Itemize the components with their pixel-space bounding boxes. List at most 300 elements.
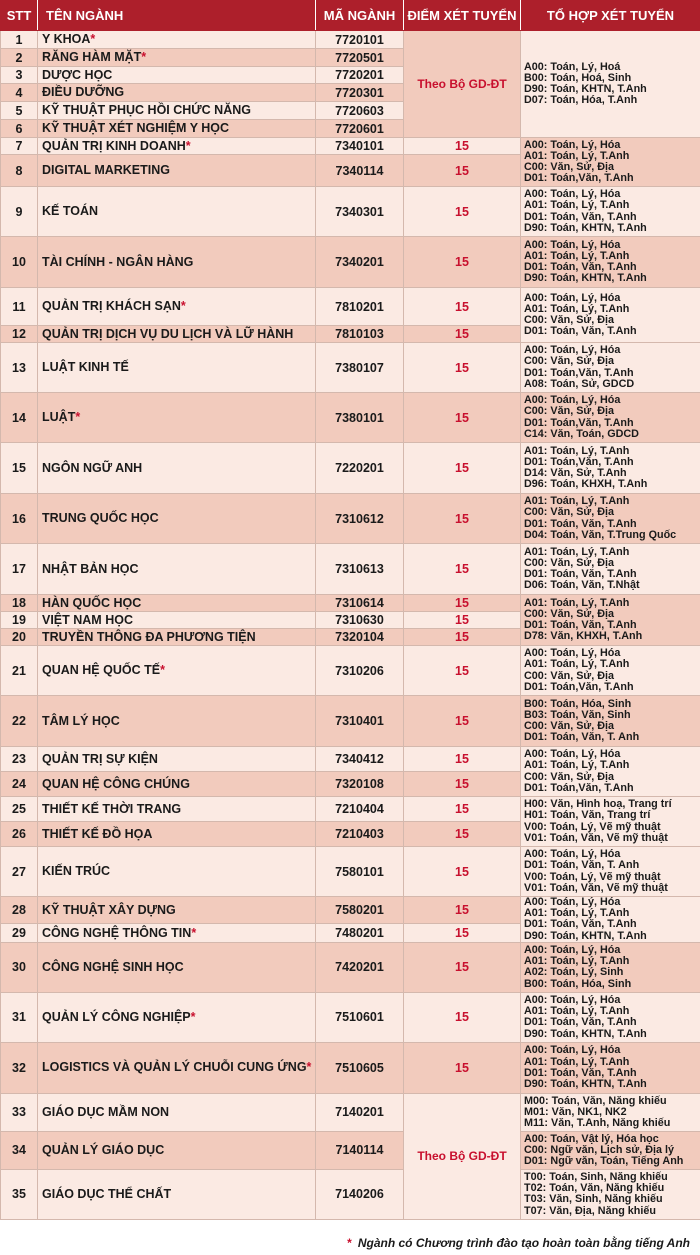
admission-score: 15 — [404, 822, 521, 847]
subject-combinations — [521, 1042, 700, 1093]
major-name-text: NHẬT BẢN HỌC — [42, 561, 139, 576]
admission-score: 15 — [404, 797, 521, 822]
combo-line: A01: Toán, Lý, T.Anh — [524, 495, 630, 508]
combo-line: C00: Văn, Sử, Địa — [524, 506, 615, 519]
major-name — [38, 84, 316, 102]
row-stt: 12 — [1, 326, 38, 343]
major-name-text: KỸ THUẬT PHỤC HỒI CHỨC NĂNG — [42, 103, 251, 117]
subject-combinations — [521, 237, 700, 288]
major-code: 7210403 — [316, 822, 404, 847]
combo-line: B00: Toán, Hoá, Sinh — [524, 71, 632, 84]
combo-line: D01: Toán, Văn, T.Anh — [524, 1066, 637, 1079]
combo-line: C00: Văn, Sử, Địa — [524, 770, 615, 783]
admission-score: 15 — [404, 747, 521, 772]
major-name-text: DƯỢC HỌC — [42, 67, 113, 82]
row-stt: 1 — [1, 31, 38, 49]
row-stt: 35 — [1, 1169, 38, 1219]
row-stt: 34 — [1, 1131, 38, 1169]
row-stt: 14 — [1, 393, 38, 443]
combo-line: D01: Toán, Văn, T.Anh — [524, 210, 637, 223]
row-stt: 13 — [1, 343, 38, 393]
major-name — [38, 772, 316, 797]
row-stt: 18 — [1, 595, 38, 612]
english-program-star: * — [160, 663, 165, 677]
row-stt: 10 — [1, 237, 38, 288]
subject-combinations — [521, 544, 700, 595]
combo-line: C00: Văn, Sử, Địa — [524, 355, 615, 368]
major-code: 7720501 — [316, 49, 404, 67]
major-name-text: QUAN HỆ CÔNG CHÚNG — [42, 776, 190, 791]
major-code: 7720601 — [316, 120, 404, 138]
row-stt: 8 — [1, 155, 38, 187]
combo-line: A00: Toán, Lý, Hóa — [524, 344, 621, 357]
subject-combinations — [521, 393, 700, 443]
major-code: 7310206 — [316, 646, 404, 696]
combo-line: C14: Văn, Toán, GDCD — [524, 427, 639, 440]
admission-score: 15 — [404, 897, 521, 924]
major-name — [38, 822, 316, 847]
admission-score: 15 — [404, 992, 521, 1042]
major-name — [38, 393, 316, 443]
english-program-star: * — [306, 1060, 312, 1075]
combo-line: H01: Toán, Văn, Trang trí — [524, 809, 651, 822]
major-code: 7340301 — [316, 187, 404, 237]
combo-line: A01: Toán, Lý, T.Anh — [524, 907, 630, 920]
admission-score: 15 — [404, 924, 521, 943]
header-combo: TỔ HỢP XÉT TUYỂN — [521, 1, 700, 31]
combo-line: D01: Toán, Văn, T.Anh — [524, 619, 637, 631]
major-code: 7210404 — [316, 797, 404, 822]
combo-line: A00: Toán, Lý, Hóa — [524, 748, 621, 761]
major-name-text: QUẢN LÝ GIÁO DỤC — [42, 1142, 165, 1157]
major-name-text: GIÁO DỤC THỂ CHẤT — [42, 1186, 172, 1201]
table-row — [1, 797, 700, 822]
combo-line: M00: Toán, Văn, Năng khiếu — [524, 1094, 667, 1107]
major-code: 7140201 — [316, 1093, 404, 1131]
combo-line: A01: Toán, Lý, T.Anh — [524, 759, 630, 772]
row-stt: 30 — [1, 942, 38, 992]
major-name — [38, 49, 316, 67]
major-name — [38, 897, 316, 924]
row-stt: 32 — [1, 1042, 38, 1093]
major-code: 7720201 — [316, 67, 404, 84]
major-code: 7420201 — [316, 942, 404, 992]
subject-combinations — [521, 443, 700, 494]
major-name — [38, 326, 316, 343]
major-name — [38, 343, 316, 393]
subject-combinations — [521, 1093, 700, 1131]
major-name — [38, 494, 316, 544]
major-code: 7510601 — [316, 992, 404, 1042]
combo-line: D01: Toán, Văn, T.Anh — [524, 918, 637, 931]
combo-line: V01: Toán, Văn, Vẽ mỹ thuật — [524, 831, 668, 844]
combo-line: A01: Toán, Lý, T.Anh — [524, 149, 630, 162]
combo-line: D01: Toán, Văn, T.Anh — [524, 517, 637, 530]
major-code: 7220201 — [316, 443, 404, 494]
subject-combinations — [521, 847, 700, 897]
table-row — [1, 443, 700, 494]
subject-combinations — [521, 747, 700, 797]
combo-line: D90: Toán, KHTN, T.Anh — [524, 1078, 647, 1091]
major-code: 7580101 — [316, 847, 404, 897]
combo-line: A01: Toán, Lý, T.Anh — [524, 545, 630, 558]
row-stt: 2 — [1, 49, 38, 67]
major-name — [38, 696, 316, 747]
combo-line: D04: Toán, Văn, T.Trung Quốc — [524, 528, 677, 541]
major-name — [38, 1169, 316, 1219]
major-code: 7310614 — [316, 595, 404, 612]
table-row — [1, 288, 700, 326]
row-stt: 3 — [1, 67, 38, 84]
combo-line: A00: Toán, Lý, Hóa — [524, 1044, 621, 1057]
major-name-text: QUAN HỆ QUỐC TẾ — [42, 663, 161, 677]
major-code: 7140114 — [316, 1131, 404, 1169]
major-code: 7510605 — [316, 1042, 404, 1093]
admission-score: 15 — [404, 187, 521, 237]
row-stt: 7 — [1, 138, 38, 155]
subject-combinations — [521, 494, 700, 544]
combo-line: D90: Toán, KHTN, T.Anh — [524, 83, 647, 95]
major-name-text: QUẢN LÝ CÔNG NGHIỆP — [42, 1009, 191, 1024]
table-row — [1, 237, 700, 288]
row-stt: 21 — [1, 646, 38, 696]
admission-score: 15 — [404, 138, 521, 155]
major-code: 7320108 — [316, 772, 404, 797]
subject-combinations — [521, 992, 700, 1042]
table-header-row — [1, 1, 700, 31]
major-name — [38, 595, 316, 612]
row-stt: 9 — [1, 187, 38, 237]
major-code: 7810103 — [316, 326, 404, 343]
combo-line: A00: Toán, Lý, Hóa — [524, 993, 621, 1006]
combo-line: A00: Toán, Lý, Hóa — [524, 188, 621, 201]
header-name: TÊN NGÀNH — [38, 1, 316, 31]
major-name-text: KIẾN TRÚC — [42, 864, 111, 878]
combo-line: T03: Văn, Sinh, Năng khiếu — [524, 1193, 663, 1206]
combo-line: A01: Toán, Lý, T.Anh — [524, 596, 630, 609]
combo-line: D01: Toán, Văn, T.Anh — [524, 1016, 637, 1029]
combo-line: D01: Toán, Văn, T.Anh — [524, 261, 637, 273]
combo-line: A01: Toán, Lý, T.Anh — [524, 955, 630, 968]
row-stt: 27 — [1, 847, 38, 897]
combo-line: A01: Toán, Lý, T.Anh — [524, 302, 630, 315]
combo-line: A00: Toán, Lý, Hóa — [524, 291, 621, 304]
major-name-text: LUẬT — [42, 410, 76, 424]
combo-line: D90: Toán, KHTN, T.Anh — [524, 272, 647, 285]
combo-line: B00: Toán, Hóa, Sinh — [524, 697, 632, 710]
row-stt: 28 — [1, 897, 38, 924]
major-code: 7340201 — [316, 237, 404, 288]
english-program-star: * — [141, 50, 147, 64]
combo-line: A00: Toán, Lý, Hóa — [524, 238, 621, 251]
subject-combinations — [521, 31, 700, 138]
major-name-text: GIÁO DỤC MẦM NON — [42, 1104, 170, 1119]
combo-line: V00: Toán, Lý, Vẽ mỹ thuật — [524, 820, 661, 833]
admission-score: 15 — [404, 343, 521, 393]
combo-line: D06: Toán, Văn, T.Nhật — [524, 579, 640, 592]
row-stt: 6 — [1, 120, 38, 138]
english-program-star: * — [190, 1009, 196, 1024]
admission-score: 15 — [404, 646, 521, 696]
major-name — [38, 1093, 316, 1131]
table-row — [1, 646, 700, 696]
admission-score: 15 — [404, 942, 521, 992]
major-name-text: LUẬT KINH TẾ — [42, 360, 129, 374]
header-score: ĐIỂM XÉT TUYỂN — [404, 1, 521, 31]
major-code: 7720101 — [316, 31, 404, 49]
table-row — [1, 1093, 700, 1131]
major-code: 7340412 — [316, 747, 404, 772]
admission-score: 15 — [404, 443, 521, 494]
combo-line: C00: Văn, Sử, Địa — [524, 669, 615, 682]
major-name-text: QUẢN TRỊ DỊCH VỤ DU LỊCH VÀ LỮ HÀNH — [42, 326, 294, 341]
row-stt: 26 — [1, 822, 38, 847]
major-name — [38, 847, 316, 897]
subject-combinations — [521, 1131, 700, 1169]
row-stt: 17 — [1, 544, 38, 595]
major-name-text: CÔNG NGHỆ THÔNG TIN — [42, 925, 192, 940]
major-name-text: ĐIỀU DƯỠNG — [42, 85, 125, 99]
major-name — [38, 612, 316, 629]
combo-line: D01: Toán,Văn, T.Anh — [524, 366, 634, 379]
combo-line: M01: Văn, NK1, NK2 — [524, 1105, 627, 1118]
major-name — [38, 924, 316, 943]
row-stt: 29 — [1, 924, 38, 943]
combo-line: D78: Văn, KHXH, T.Anh — [524, 630, 643, 643]
footnote-text: Ngành có Chương trình đào tạo hoàn toàn bằng tiếng Anh — [357, 1236, 690, 1250]
admission-score: 15 — [404, 155, 521, 187]
major-name-text: QUẢN TRỊ KINH DOANH — [42, 138, 186, 153]
major-name-text: THIẾT KẾ THỜI TRANG — [42, 801, 182, 816]
major-name — [38, 237, 316, 288]
english-program-star: * — [75, 410, 81, 424]
combo-line: D01: Toán, Văn, T. Anh — [524, 859, 640, 872]
major-name — [38, 67, 316, 84]
english-program-star: * — [90, 32, 96, 46]
major-name-text: VIỆT NAM HỌC — [42, 612, 133, 627]
combo-line: D01: Toán, Văn, T.Anh — [524, 325, 637, 338]
admission-score: 15 — [404, 772, 521, 797]
combo-line: D90: Toán, KHTN, T.Anh — [524, 1027, 647, 1040]
admission-score: 15 — [404, 326, 521, 343]
row-stt: 25 — [1, 797, 38, 822]
row-stt: 20 — [1, 629, 38, 646]
row-stt: 19 — [1, 612, 38, 629]
combo-line: B00: Toán, Hóa, Sinh — [524, 977, 632, 990]
major-name-text: KẾ TOÁN — [42, 204, 99, 218]
combo-line: T02: Toán, Văn, Năng khiếu — [524, 1182, 665, 1195]
combo-line: M11: Văn, T.Anh, Năng khiếu — [524, 1116, 671, 1129]
major-name-text: Y KHOA — [42, 32, 91, 46]
major-code: 7320104 — [316, 629, 404, 646]
table-row — [1, 544, 700, 595]
combo-line: D01: Ngữ văn, Toán, Tiếng Anh — [524, 1154, 684, 1167]
major-code: 7720301 — [316, 84, 404, 102]
table-row — [1, 1042, 700, 1093]
subject-combinations — [521, 696, 700, 747]
row-stt: 22 — [1, 696, 38, 747]
major-code: 7310401 — [316, 696, 404, 747]
admission-score: 15 — [404, 393, 521, 443]
admission-score: 15 — [404, 612, 521, 629]
combo-line: A01: Toán, Lý, T.Anh — [524, 444, 630, 457]
combo-line: C00: Ngữ văn, Lịch sử, Địa lý — [524, 1143, 675, 1156]
major-name — [38, 797, 316, 822]
combo-line: D01: Toán, Văn, T. Anh — [524, 731, 640, 744]
admission-score: 15 — [404, 494, 521, 544]
row-stt: 33 — [1, 1093, 38, 1131]
major-name-text: QUẢN TRỊ SỰ KIỆN — [42, 751, 158, 766]
combo-line: A02: Toán, Lý, Sinh — [524, 966, 624, 979]
score-moh-merged: Theo Bộ GD-ĐT — [404, 31, 521, 138]
subject-combinations — [521, 595, 700, 646]
combo-line: C00: Văn, Sử, Địa — [524, 161, 615, 173]
major-name — [38, 288, 316, 326]
combo-line: A01: Toán, Lý, T.Anh — [524, 1055, 630, 1068]
footnote — [0, 1236, 690, 1250]
major-name — [38, 544, 316, 595]
english-program-star: * — [180, 299, 186, 313]
combo-line: D01: Toán,Văn, T.Anh — [524, 416, 634, 429]
row-stt: 31 — [1, 992, 38, 1042]
combo-line: C00: Văn, Sử, Địa — [524, 720, 615, 732]
table-row — [1, 992, 700, 1042]
combo-line: A00: Toán, Lý, Hóa — [524, 848, 621, 861]
combo-line: D01: Toán,Văn, T.Anh — [524, 680, 634, 693]
major-name-text: KỸ THUẬT XÉT NGHIỆM Y HỌC — [42, 121, 230, 135]
major-name-text: THIẾT KẾ ĐỒ HỌA — [42, 826, 153, 841]
major-name — [38, 942, 316, 992]
major-name — [38, 187, 316, 237]
major-name — [38, 747, 316, 772]
major-code: 7580201 — [316, 897, 404, 924]
major-name-text: RĂNG HÀM MẶT — [42, 50, 142, 64]
table-row — [1, 1169, 700, 1219]
combo-line: C00: Văn, Sử, Địa — [524, 405, 615, 418]
combo-line: V00: Toán, Lý, Vẽ mỹ thuật — [524, 870, 661, 883]
subject-combinations — [521, 1169, 700, 1219]
score-moh-merged: Theo Bộ GD-ĐT — [404, 1093, 521, 1219]
table-row — [1, 696, 700, 747]
admission-score: 15 — [404, 1042, 521, 1093]
subject-combinations — [521, 288, 700, 343]
admission-score: 15 — [404, 696, 521, 747]
combo-line: A01: Toán, Lý, T.Anh — [524, 249, 630, 262]
combo-line: A01: Toán, Lý, T.Anh — [524, 658, 630, 671]
row-stt: 24 — [1, 772, 38, 797]
subject-combinations — [521, 343, 700, 393]
major-name-text: NGÔN NGỮ ANH — [42, 460, 143, 475]
row-stt: 11 — [1, 288, 38, 326]
major-code: 7380101 — [316, 393, 404, 443]
major-name — [38, 629, 316, 646]
table-row — [1, 187, 700, 237]
combo-line: D01: Toán,Văn, T.Anh — [524, 172, 634, 185]
major-code: 7340101 — [316, 138, 404, 155]
major-code: 7380107 — [316, 343, 404, 393]
combo-line: A00: Toán, Lý, Hóa — [524, 394, 621, 407]
major-name-text: TÀI CHÍNH - NGÂN HÀNG — [42, 254, 194, 269]
row-stt: 16 — [1, 494, 38, 544]
major-name — [38, 155, 316, 187]
major-name-text: TRUYỀN THÔNG ĐA PHƯƠNG TIỆN — [42, 629, 256, 644]
major-name-text: DIGITAL MARKETING — [42, 163, 171, 177]
combo-line: D96: Toán, KHXH, T.Anh — [524, 478, 648, 491]
major-code: 7310613 — [316, 544, 404, 595]
admission-score: 15 — [404, 237, 521, 288]
header-stt: STT — [1, 1, 38, 31]
major-name-text: CÔNG NGHỆ SINH HỌC — [42, 959, 184, 974]
row-stt: 4 — [1, 84, 38, 102]
combo-line: A00: Toán, Lý, Hóa — [524, 647, 621, 660]
admission-score: 15 — [404, 544, 521, 595]
major-name-text: TRUNG QUỐC HỌC — [42, 511, 159, 525]
combo-line: A00: Toán, Lý, Hoá — [524, 60, 621, 73]
major-name — [38, 1131, 316, 1169]
subject-combinations — [521, 646, 700, 696]
table-row — [1, 595, 700, 612]
table-row — [1, 847, 700, 897]
major-name-text: LOGISTICS VÀ QUẢN LÝ CHUỖI CUNG ỨNG — [42, 1060, 307, 1075]
table-row — [1, 942, 700, 992]
major-code: 7140206 — [316, 1169, 404, 1219]
major-name — [38, 646, 316, 696]
combo-line: A08: Toán, Sử, GDCD — [524, 377, 635, 390]
english-program-star: * — [191, 925, 197, 940]
admission-score: 15 — [404, 288, 521, 326]
combo-line: D90: Toán, KHTN, T.Anh — [524, 929, 647, 942]
major-name-text: KỸ THUẬT XÂY DỰNG — [42, 902, 176, 917]
major-code: 7340114 — [316, 155, 404, 187]
major-name — [38, 138, 316, 155]
combo-line: D01: Toán,Văn, T.Anh — [524, 455, 634, 468]
table-row — [1, 343, 700, 393]
major-code: 7720603 — [316, 102, 404, 120]
admission-score: 15 — [404, 595, 521, 612]
major-code: 7810201 — [316, 288, 404, 326]
subject-combinations — [521, 138, 700, 187]
combo-line: D90: Toán, KHTN, T.Anh — [524, 221, 647, 234]
table-row — [1, 138, 700, 155]
subject-combinations — [521, 942, 700, 992]
combo-line: C00: Văn, Sử, Địa — [524, 607, 615, 620]
table-row — [1, 1131, 700, 1169]
combo-line: V01: Toán, Văn, Vẽ mỹ thuật — [524, 881, 668, 894]
major-name — [38, 31, 316, 49]
table-row — [1, 393, 700, 443]
combo-line: D07: Toán, Hóa, T.Anh — [524, 94, 638, 107]
major-name — [38, 102, 316, 120]
combo-line: A00: Toán, Vật lý, Hóa học — [524, 1132, 659, 1145]
row-stt: 23 — [1, 747, 38, 772]
table-row — [1, 897, 700, 924]
combo-line: D01: Toán,Văn, T.Anh — [524, 781, 634, 794]
combo-line: C00: Văn, Sử, Địa — [524, 556, 615, 569]
combo-line: H00: Văn, Hình hoạ, Trang trí — [524, 798, 672, 811]
combo-line: C00: Văn, Sử, Địa — [524, 314, 615, 326]
combo-line: A00: Toán, Lý, Hóa — [524, 943, 621, 956]
major-name — [38, 992, 316, 1042]
major-name — [38, 1042, 316, 1093]
major-name — [38, 443, 316, 494]
major-code: 7310630 — [316, 612, 404, 629]
combo-line: A00: Toán, Lý, Hóa — [524, 896, 621, 908]
combo-line: T00: Toán, Sinh, Năng khiếu — [524, 1170, 668, 1183]
major-name-text: QUẢN TRỊ KHÁCH SẠN — [42, 299, 181, 313]
combo-line: A01: Toán, Lý, T.Anh — [524, 1005, 630, 1018]
combo-line: D14: Văn, Sử, T.Anh — [524, 467, 627, 479]
subject-combinations — [521, 187, 700, 237]
